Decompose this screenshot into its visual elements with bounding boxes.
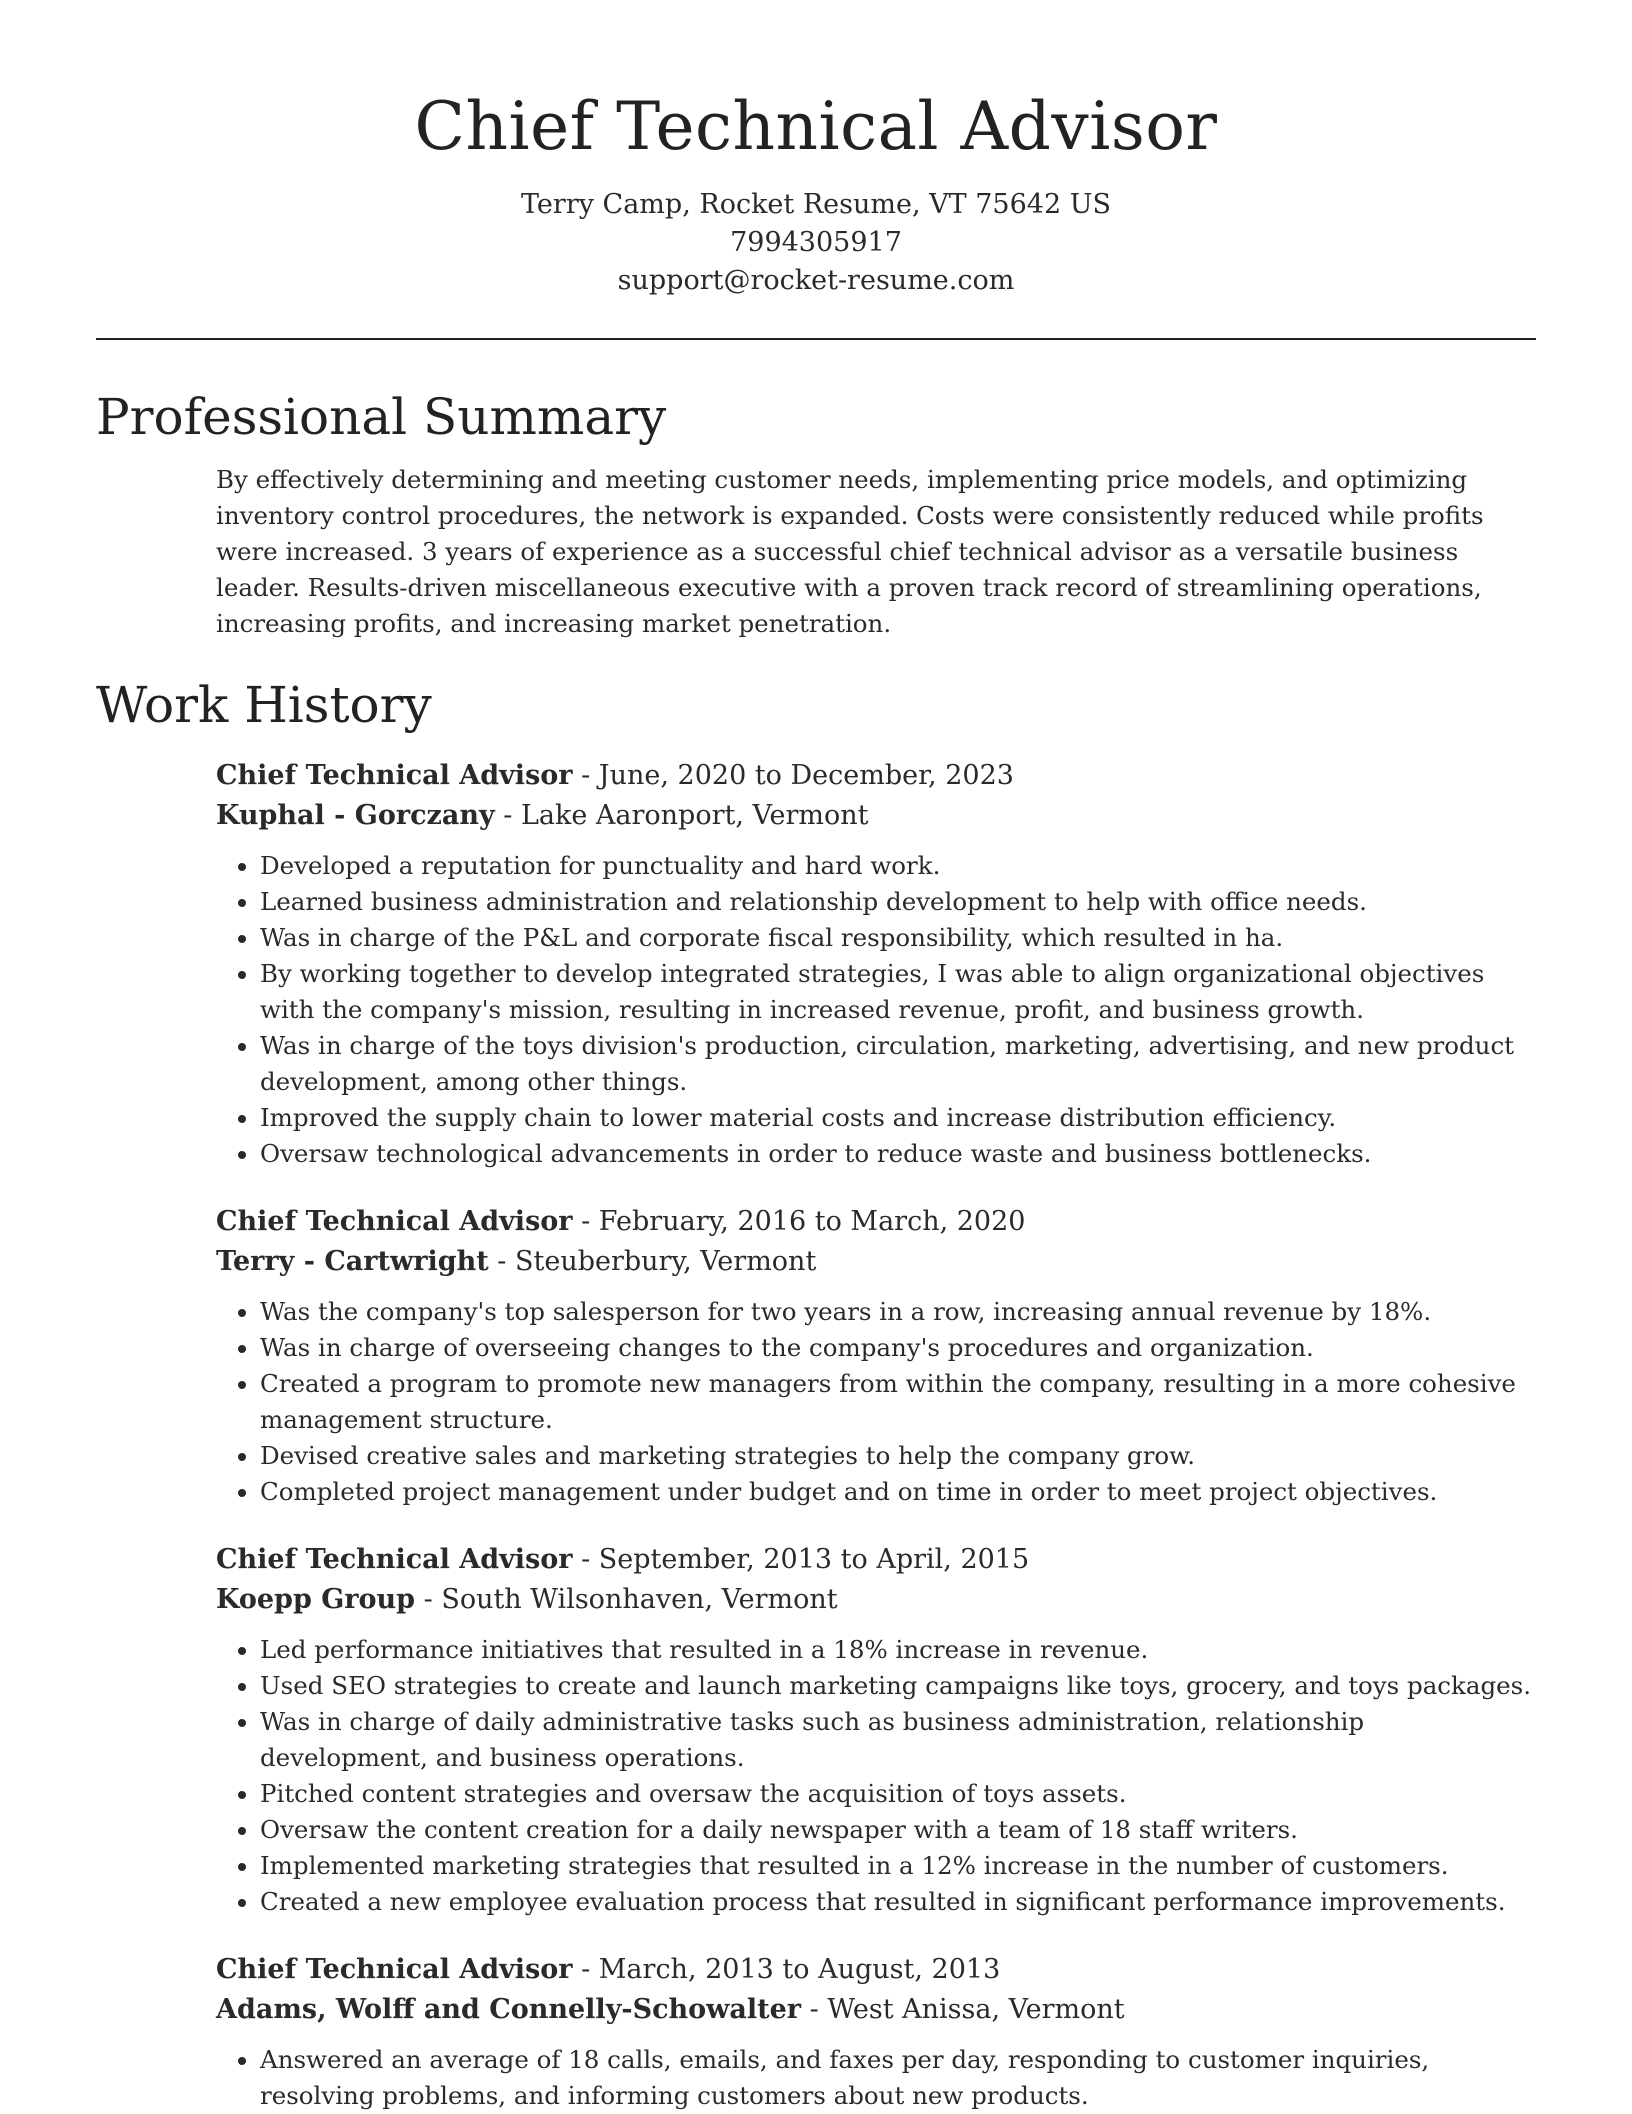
job-dates: - September, 2013 to April, 2015 bbox=[572, 1544, 1030, 1575]
job-bullet: • Implemented marketing strategies that resulted in a 12% increase in the number of customers. bbox=[260, 1848, 1536, 1884]
job-location: - Steuberbury, Vermont bbox=[488, 1246, 817, 1277]
job-bullet-list bbox=[216, 848, 1536, 1172]
header-divider bbox=[96, 338, 1536, 340]
contact-address: Terry Camp, Rocket Resume, VT 75642 US bbox=[521, 189, 1111, 220]
work-history-section bbox=[96, 672, 1536, 2114]
summary-section bbox=[96, 384, 1536, 642]
job-company-line bbox=[216, 1242, 1536, 1282]
job-bullet: • Learned business administration and relationship development to help with office needs. bbox=[260, 884, 1536, 920]
job-bullet-list bbox=[216, 1632, 1536, 1920]
job-location: - West Anissa, Vermont bbox=[801, 1994, 1125, 2025]
job-entry bbox=[216, 1540, 1536, 1920]
job-bullet-list bbox=[216, 1294, 1536, 1510]
job-bullet-list bbox=[216, 2042, 1536, 2114]
job-company: Adams, Wolff and Connelly-Schowalter bbox=[216, 1994, 802, 2025]
job-bullet: • Oversaw technological advancements in order to reduce waste and business bottlenecks. bbox=[260, 1136, 1536, 1172]
job-bullet: • Used SEO strategies to create and launch marketing campaigns like toys, grocery, and toys packages. bbox=[260, 1668, 1536, 1704]
job-title-line bbox=[216, 1202, 1536, 1242]
job-title-line bbox=[216, 1950, 1536, 1990]
job-bullet: • Oversaw the content creation for a daily newspaper with a team of 18 staff writers. bbox=[260, 1812, 1536, 1848]
work-history-heading: Work History bbox=[96, 676, 432, 734]
job-dates: - June, 2020 to December, 2023 bbox=[572, 760, 1014, 791]
resume-title: Chief Technical Advisor bbox=[414, 88, 1218, 165]
job-dates: - March, 2013 to August, 2013 bbox=[572, 1954, 1001, 1985]
job-title-line bbox=[216, 1540, 1536, 1580]
job-dates: - February, 2016 to March, 2020 bbox=[572, 1206, 1026, 1237]
job-bullet: • Answered an average of 18 calls, emails, and faxes per day, responding to customer inquiries, resolving problems, and informing customers about new products. bbox=[260, 2042, 1536, 2114]
contact-email: support@rocket-resume.com bbox=[617, 265, 1015, 296]
job-bullet: • Created a new employee evaluation process that resulted in significant performance improvements. bbox=[260, 1884, 1536, 1920]
resume-page bbox=[96, 0, 1536, 2114]
job-title: Chief Technical Advisor bbox=[216, 1954, 573, 1985]
job-bullet: • By working together to develop integrated strategies, I was able to align organizational objectives with the company's mission, resulting in increased revenue, profit, and business growth. bbox=[260, 956, 1536, 1028]
job-bullet: • Was the company's top salesperson for two years in a row, increasing annual revenue by 18%. bbox=[260, 1294, 1536, 1330]
job-title: Chief Technical Advisor bbox=[216, 1206, 573, 1237]
resume-header bbox=[96, 0, 1536, 300]
summary-text: By effectively determining and meeting customer needs, implementing price models, and optimizing inventory control procedures, the network is expanded. Costs were consistently reduced while profits were increased. 3 years of experience as a successful chief technical advisor as a versatile business leader. Results-driven miscellaneous executive with a proven track record of streamlining operations, increasing profits, and increasing market penetration. bbox=[216, 465, 1484, 638]
job-title: Chief Technical Advisor bbox=[216, 1544, 573, 1575]
job-bullet: • Was in charge of the P&L and corporate fiscal responsibility, which resulted in ha. bbox=[260, 920, 1536, 956]
job-bullet: • Developed a reputation for punctuality and hard work. bbox=[260, 848, 1536, 884]
job-company: Kuphal - Gorczany bbox=[216, 800, 495, 831]
job-company: Terry - Cartwright bbox=[216, 1246, 489, 1277]
contact-phone: 7994305917 bbox=[730, 227, 902, 258]
summary-heading: Professional Summary bbox=[96, 388, 667, 446]
job-entry bbox=[216, 756, 1536, 1172]
job-bullet: • Pitched content strategies and oversaw the acquisition of toys assets. bbox=[260, 1776, 1536, 1812]
job-company-line bbox=[216, 1990, 1536, 2030]
job-bullet: • Led performance initiatives that resulted in a 18% increase in revenue. bbox=[260, 1632, 1536, 1668]
job-entry bbox=[216, 1950, 1536, 2114]
job-bullet: • Was in charge of daily administrative tasks such as business administration, relationship development, and business operations. bbox=[260, 1704, 1536, 1776]
job-company: Koepp Group bbox=[216, 1584, 416, 1615]
job-bullet: • Was in charge of overseeing changes to the company's procedures and organization. bbox=[260, 1330, 1536, 1366]
job-location: - South Wilsonhaven, Vermont bbox=[415, 1584, 838, 1615]
job-company-line bbox=[216, 796, 1536, 836]
job-bullet: • Improved the supply chain to lower material costs and increase distribution efficiency. bbox=[260, 1100, 1536, 1136]
job-bullet: • Completed project management under budget and on time in order to meet project objectives. bbox=[260, 1474, 1536, 1510]
job-company-line bbox=[216, 1580, 1536, 1620]
contact-block bbox=[96, 186, 1536, 300]
job-entry bbox=[216, 1202, 1536, 1510]
job-location: - Lake Aaronport, Vermont bbox=[494, 800, 869, 831]
job-bullet: • Created a program to promote new managers from within the company, resulting in a more cohesive management structure. bbox=[260, 1366, 1536, 1438]
job-title: Chief Technical Advisor bbox=[216, 760, 573, 791]
job-bullet: • Devised creative sales and marketing strategies to help the company grow. bbox=[260, 1438, 1536, 1474]
job-bullet: • Was in charge of the toys division's production, circulation, marketing, advertising, and new product development, among other things. bbox=[260, 1028, 1536, 1100]
job-title-line bbox=[216, 756, 1536, 796]
